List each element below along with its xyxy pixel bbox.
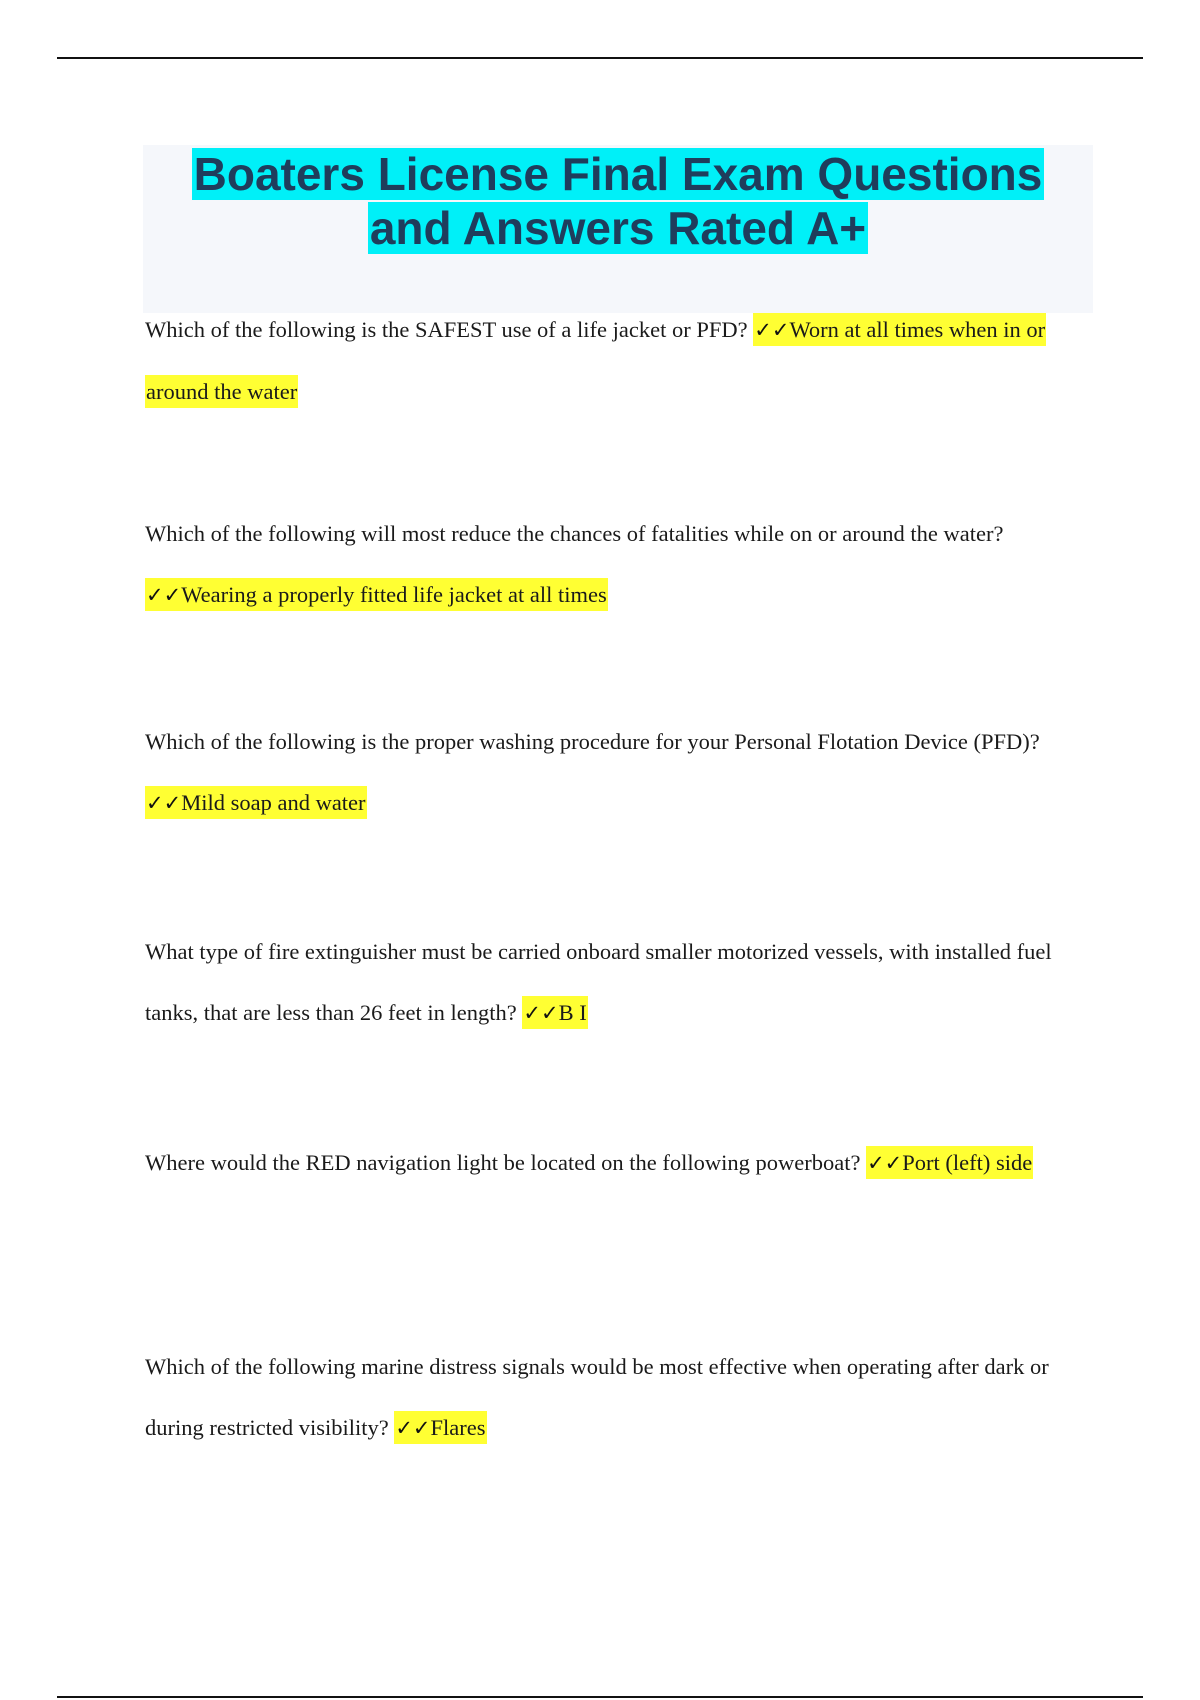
check-mark-icon: ✓✓: [146, 791, 182, 815]
qa-item-2: [145, 503, 1080, 626]
title-block: [143, 145, 1093, 313]
check-mark-icon: ✓✓: [523, 1001, 559, 1025]
qa-item-4: [145, 921, 1080, 1044]
bottom-rule: [57, 1696, 1143, 1698]
check-mark-icon: ✓✓: [754, 318, 790, 342]
answer-text: Mild soap and water: [181, 790, 366, 815]
question-text: Which of the following is the proper washing procedure for your Personal Flotation Device (PFD)?: [145, 729, 1040, 754]
answer-text: Wearing a properly fitted life jacket at all times: [181, 582, 607, 607]
answer-highlight: [145, 786, 367, 819]
title-line-2: and Answers Rated A+: [369, 202, 867, 254]
qa-item-5: [145, 1132, 1080, 1194]
qa-item-6: [145, 1336, 1080, 1459]
answer-highlight: [866, 1146, 1033, 1179]
top-rule: [57, 57, 1143, 59]
answer-highlight: [394, 1411, 486, 1444]
question-text: Which of the following will most reduce the chances of fatalities while on or around the water?: [145, 521, 1004, 546]
question-text: Which of the following marine distress signals would be most effective when operating after dark or during restricted visibility?: [145, 1354, 1049, 1440]
answer-text: B I: [558, 1000, 587, 1025]
question-text: What type of fire extinguisher must be carried onboard smaller motorized vessels, with installed fuel tanks, that are less than 26 feet in length?: [145, 939, 1052, 1025]
document-title: [143, 147, 1093, 255]
qa-item-3: [145, 711, 1080, 834]
title-line-1: Boaters License Final Exam Questions: [193, 148, 1043, 200]
answer-text: Port (left) side: [902, 1150, 1033, 1175]
question-text: Which of the following is the SAFEST use of a life jacket or PFD?: [145, 317, 748, 342]
check-mark-icon: ✓✓: [867, 1151, 903, 1175]
answer-highlight: [522, 996, 587, 1029]
question-text: Where would the RED navigation light be located on the following powerboat?: [145, 1150, 861, 1175]
qa-item-1: [145, 299, 1080, 422]
answer-highlight: [145, 578, 608, 611]
answer-text: Worn at all times when in or around the water: [146, 317, 1046, 404]
check-mark-icon: ✓✓: [395, 1416, 431, 1440]
answer-text: Flares: [430, 1415, 486, 1440]
check-mark-icon: ✓✓: [146, 583, 182, 607]
